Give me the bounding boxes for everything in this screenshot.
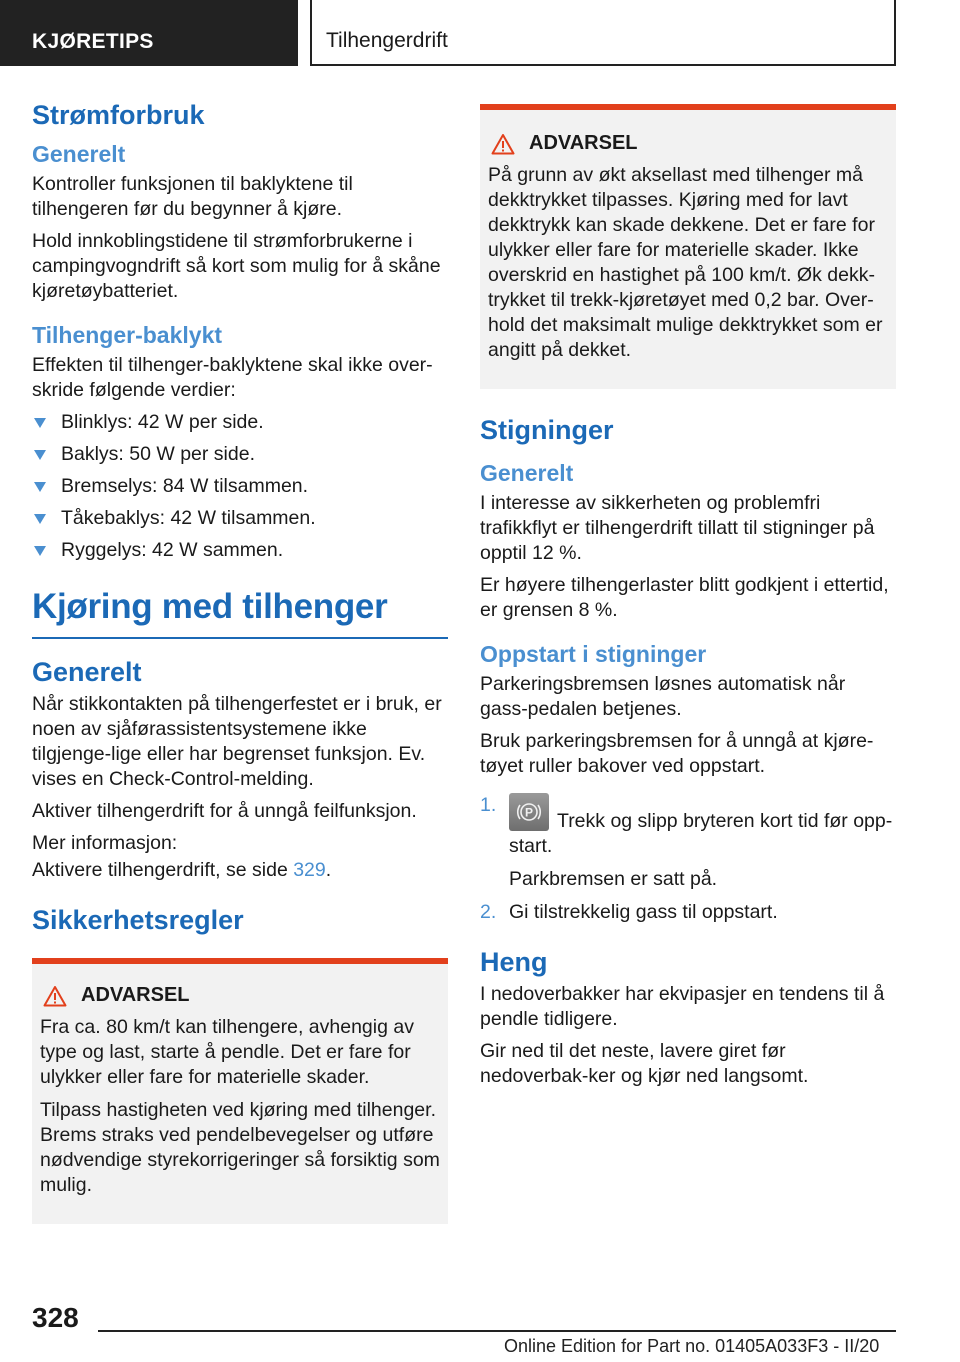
heading-tilhenger-baklykt: Tilhenger-baklykt [32,322,223,348]
warning-text: Fra ca. 80 km/t kan tilhengere, avhengig av type og last, starte å pendle. Det er fare for ulykker eller fare for materielle skader. [40,1016,414,1088]
paragraph: Kontroller funksjonen til baklyktene til tilhengeren før du begynner å kjøre. [32,173,353,220]
list-item-text: Tåkebaklys: 42 W tilsammen. [61,507,316,529]
step-item [480,900,896,925]
heading-generelt: Generelt [32,657,142,687]
warning-icon [491,133,515,155]
bullet-triangle-icon [34,418,46,428]
page-link[interactable]: 329 [293,859,326,881]
list-item [32,410,448,435]
paragraph: I nedoverbakker har ekvipasjer en tendens til å pendle tidligere. [480,983,885,1030]
page-header [0,0,960,66]
heading-sikkerhetsregler: Sikkerhetsregler [32,905,244,935]
page-number: 328 [32,1302,79,1333]
paragraph: Aktiver tilhengerdrift for å unngå feilfunksjon. [32,800,417,822]
warning-text: På grunn av økt aksellast med tilhenger må dekktrykket tilpasses. Kjøring med for lavt dekktrykk kan skade dekkene. Det er fare for ulykker eller fare for materielle skader. Ikke overskrid en hastighet på 100 km/t. Øk dekk-trykket til trekk-kjøretøyet med 0,2 bar. Over-hold det maksimalt mulige dekktrykket som er angitt på dekket. [488,164,883,361]
paragraph: Parkeringsbremsen løsnes automatisk når gass-pedalen betjenes. [480,673,846,720]
step-number: 2. [480,901,497,923]
warning-label: ADVARSEL [81,984,190,1006]
step-result: Parkbremsen er satt på. [509,868,718,890]
warning-box [480,104,896,389]
heading-oppstart-i-stigninger: Oppstart i stigninger [480,641,707,667]
heading-heng: Heng [480,947,548,977]
bullet-list [32,410,448,563]
warning-text: Tilpass hastigheten ved kjøring med tilhenger. Brems straks ved pendelbevegelser og utføre nødvendige styrekorrigeringer så forsiktig som mulig. [40,1099,440,1196]
chapter-title: Tilhengerdrift [310,0,896,66]
list-item-text: Ryggelys: 42 W sammen. [61,539,284,561]
paragraph [32,858,448,883]
section-label: KJØRETIPS [0,0,298,66]
list-item [32,538,448,563]
warning-label: ADVARSEL [529,132,638,154]
warning-icon [43,985,67,1007]
bullet-triangle-icon [34,482,46,492]
step-text: Trekk og slipp bryteren kort tid før opp-start. [509,810,893,857]
heading-generelt: Generelt [32,141,126,167]
bullet-triangle-icon [34,546,46,556]
warning-box [32,958,448,1224]
cross-ref-text: Aktivere tilhengerdrift, se side [32,859,294,881]
list-item [32,442,448,467]
heading-generelt: Generelt [480,460,574,486]
heading-stromforbruk: Strømforbruk [32,100,205,130]
paragraph: Bruk parkeringsbremsen for å unngå at kjøre-tøyet ruller bakover ved oppstart. [480,730,874,777]
bullet-triangle-icon [34,514,46,524]
step-item [480,793,896,892]
list-item [32,506,448,531]
list-item-text: Bremselys: 84 W tilsammen. [61,475,309,497]
paragraph: Hold innkoblingstidene til strømforbrukerne i campingvogndrift så kort som mulig for å skåne kjøretøybatteriet. [32,230,441,302]
paragraph: Mer informasjon: [32,832,178,854]
warning-header [40,984,440,1007]
paragraph: Gir ned til det neste, lavere giret før nedoverbak-ker og kjør ned langsomt. [480,1040,809,1087]
list-item-text: Baklys: 50 W per side. [61,443,255,465]
left-column [32,100,448,1224]
warning-header [488,132,888,155]
list-item [32,474,448,499]
cross-ref-suffix: . [325,859,332,881]
parking-brake-icon [509,793,549,831]
paragraph: Når stikkontakten på tilhengerfestet er i bruk, er noen av sjåførassistentsystemene ikke tilgjenge-lige eller har begrenset funksjon. Ev. vises en Check-Control-melding. [32,693,442,790]
bullet-triangle-icon [34,450,46,460]
step-number: 1. [480,794,497,816]
edition-note: Online Edition for Part no. 01405A033F3 - II/20 [504,1336,880,1356]
paragraph: Er høyere tilhengerlaster blitt godkjent i ettertid, er grensen 8 %. [480,574,889,621]
step-list [480,793,896,925]
step-text: Gi tilstrekkelig gass til oppstart. [509,901,778,923]
svg-text:P: P [524,805,534,820]
paragraph: I interesse av sikkerheten og problemfri trafikkflyt er tilhengerdrift tillatt til stigninger på opptil 12 %. [480,492,875,564]
paragraph: Effekten til tilhenger-baklyktene skal ikke over-skride følgende verdier: [32,354,433,401]
heading-kjoring-med-tilhenger: Kjøring med tilhenger [32,587,448,639]
list-item-text: Blinklys: 42 W per side. [61,411,264,433]
footer-divider [98,1330,896,1332]
heading-stigninger: Stigninger [480,415,614,445]
right-column [480,104,896,1096]
